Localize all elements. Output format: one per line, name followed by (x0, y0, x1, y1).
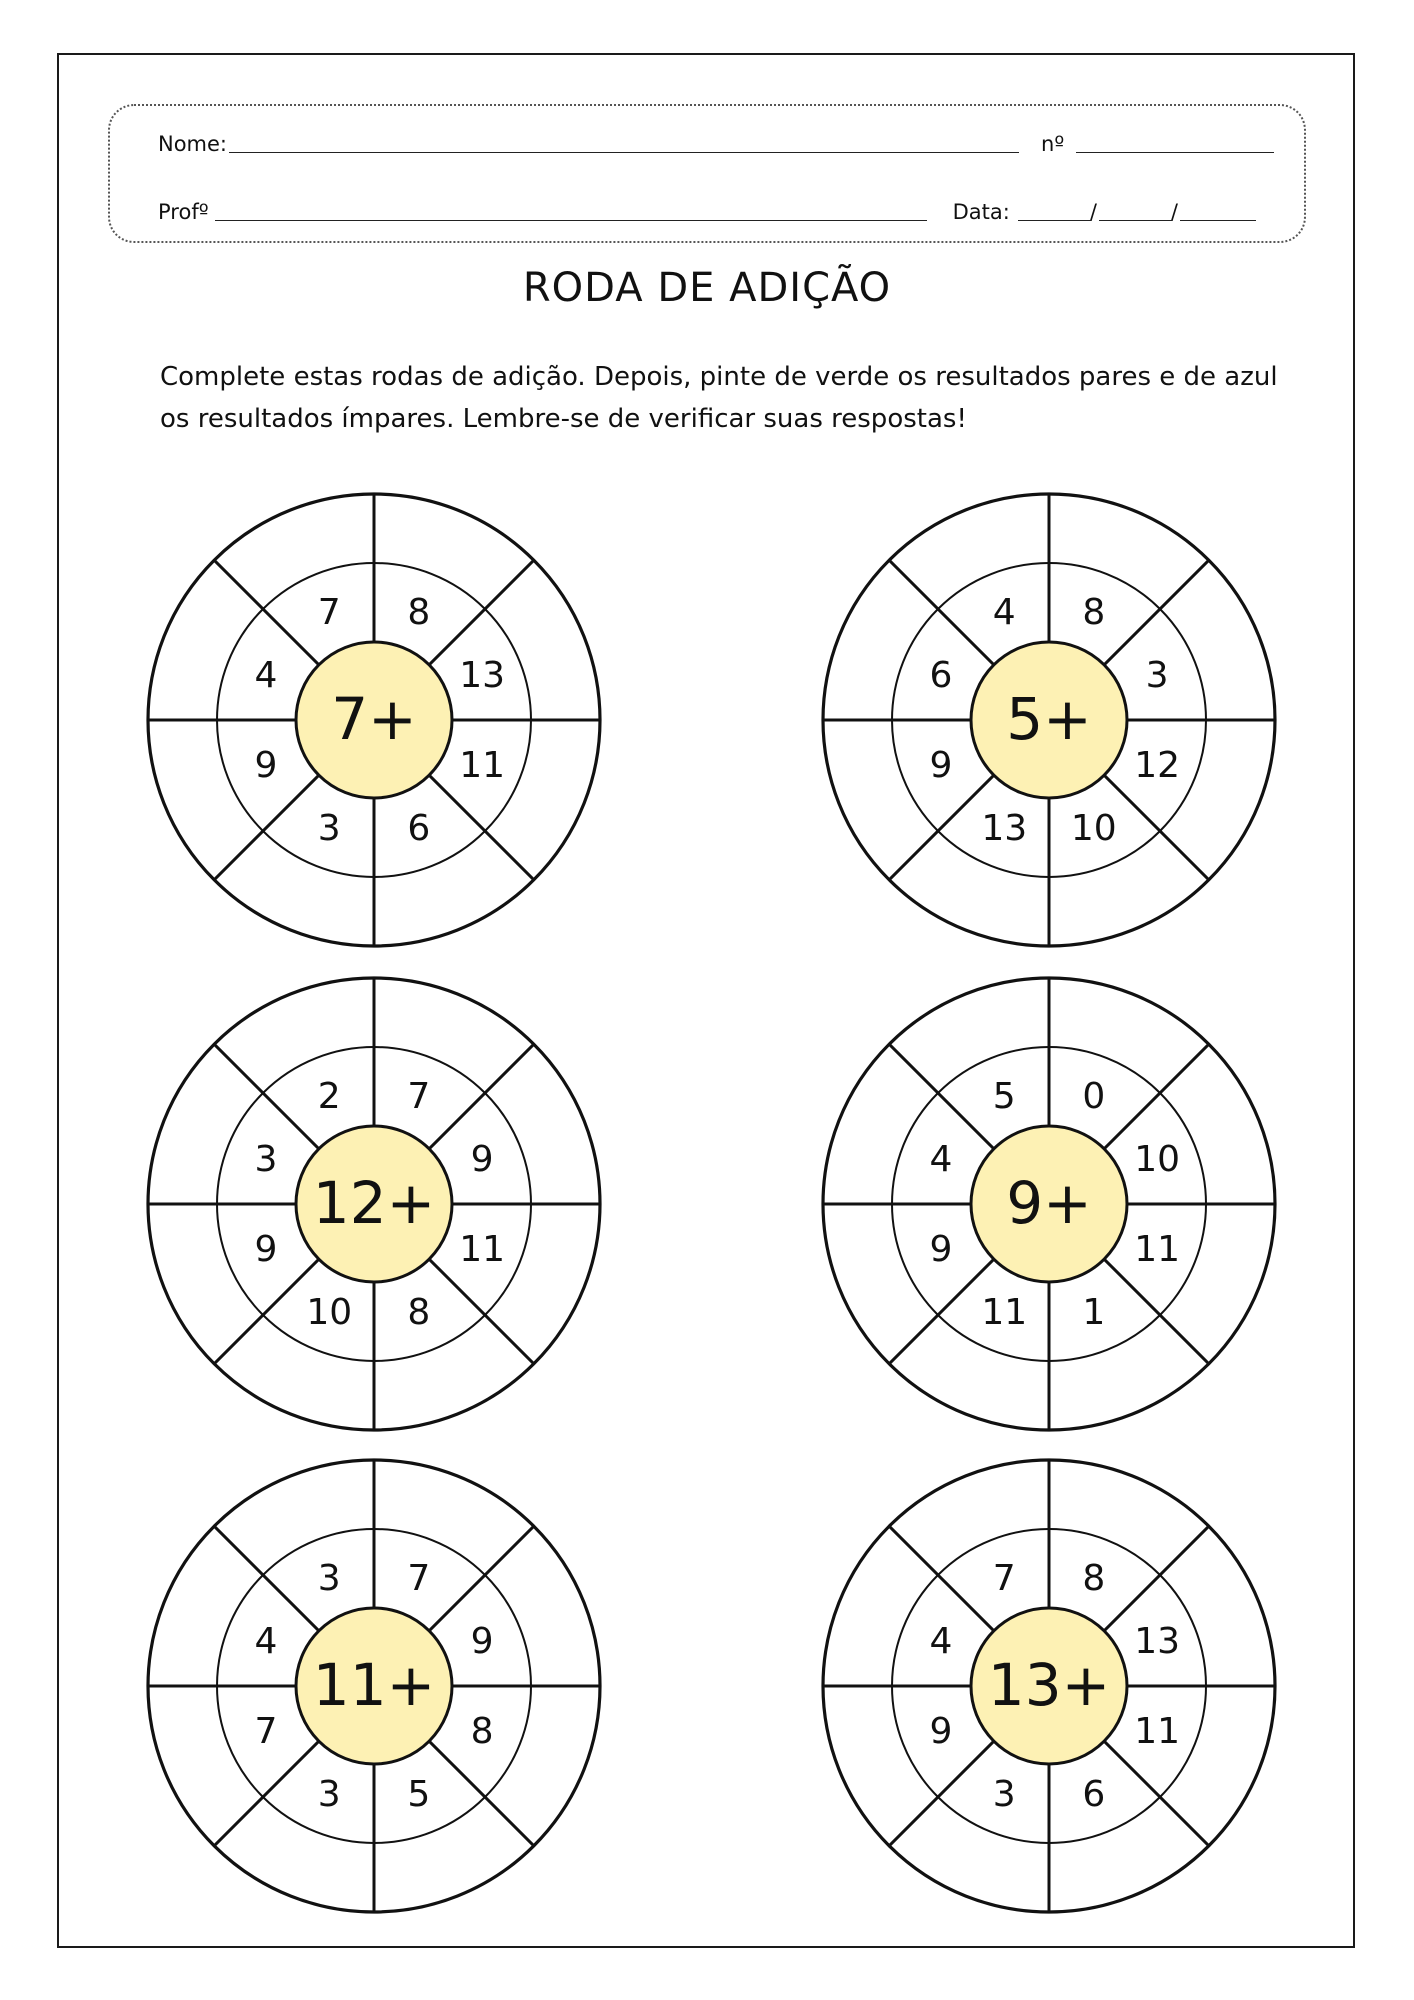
wheel-number: 1 (1082, 1292, 1106, 1334)
wheel-center-operand: 12+ (312, 1169, 436, 1238)
wheel-number: 7 (407, 1075, 431, 1117)
wheel-number: 3 (992, 1774, 1016, 1816)
wheel-number: 3 (1145, 655, 1169, 697)
wheel-center-operand: 11+ (312, 1651, 436, 1720)
wheel-number: 11 (981, 1292, 1028, 1334)
wheel-number: 2 (317, 1075, 341, 1117)
addition-wheel (148, 494, 600, 946)
wheel-number: 13 (459, 655, 506, 697)
wheel-number: 10 (1070, 808, 1117, 850)
wheel-center-operand: 9+ (1006, 1169, 1092, 1238)
wheel-number: 9 (254, 744, 278, 786)
addition-wheel (823, 1460, 1275, 1912)
wheel-number: 4 (254, 1621, 278, 1663)
wheel-number: 9 (929, 1228, 953, 1270)
wheel-number: 4 (929, 1139, 953, 1181)
wheel-number: 4 (929, 1621, 953, 1663)
wheel-center-operand: 7+ (331, 685, 417, 754)
wheel-number: 5 (992, 1075, 1016, 1117)
date-separator: / (1170, 200, 1178, 224)
teacher-label: Profº (158, 200, 209, 224)
wheel-number: 4 (254, 655, 278, 697)
number-label: nº (1041, 132, 1065, 156)
wheel-number: 11 (1134, 1228, 1181, 1270)
wheel-number: 8 (470, 1710, 494, 1752)
wheel-number: 7 (317, 591, 341, 633)
wheel-center-operand: 13+ (987, 1651, 1111, 1720)
wheel-number: 3 (254, 1139, 278, 1181)
name-label: Nome: (158, 132, 228, 156)
wheel-number: 11 (459, 1228, 506, 1270)
wheel-number: 8 (407, 1292, 431, 1334)
wheel-number: 8 (1082, 591, 1106, 633)
wheel-number: 6 (1082, 1774, 1106, 1816)
date-label: Data: (952, 200, 1010, 224)
wheel-number: 9 (929, 1710, 953, 1752)
wheel-number: 4 (992, 591, 1016, 633)
wheel-number: 12 (1134, 744, 1181, 786)
addition-wheel (148, 1460, 600, 1912)
wheel-number: 5 (407, 1774, 431, 1816)
wheel-number: 11 (1134, 1710, 1181, 1752)
wheel-number: 7 (254, 1710, 278, 1752)
wheel-number: 9 (929, 744, 953, 786)
wheel-number: 6 (929, 655, 953, 697)
wheel-number: 10 (306, 1292, 353, 1334)
page-title: RODA DE ADIÇÃO (522, 265, 892, 311)
addition-wheel (823, 494, 1275, 946)
addition-wheel (823, 978, 1275, 1430)
wheel-number: 6 (407, 808, 431, 850)
wheel-center-operand: 5+ (1006, 685, 1092, 754)
wheel-number: 9 (254, 1228, 278, 1270)
wheel-number: 13 (1134, 1621, 1181, 1663)
wheel-number: 8 (1082, 1557, 1106, 1599)
wheel-number: 13 (981, 808, 1028, 850)
wheel-number: 11 (459, 744, 506, 786)
wheel-number: 3 (317, 1774, 341, 1816)
instructions-text: Complete estas rodas de adição. Depois, pinte de verde os resultados pares e de azul os resultados ímpares. Lembre-se de verificar suas respostas! (160, 362, 1278, 434)
wheel-number: 8 (407, 591, 431, 633)
wheel-number: 3 (317, 808, 341, 850)
wheel-number: 7 (992, 1557, 1016, 1599)
wheel-number: 10 (1134, 1139, 1181, 1181)
wheel-number: 9 (470, 1139, 494, 1181)
wheel-number: 3 (317, 1557, 341, 1599)
wheel-number: 9 (470, 1621, 494, 1663)
addition-wheel (148, 978, 600, 1430)
date-separator: / (1089, 200, 1097, 224)
wheel-number: 7 (407, 1557, 431, 1599)
wheel-number: 0 (1082, 1075, 1106, 1117)
